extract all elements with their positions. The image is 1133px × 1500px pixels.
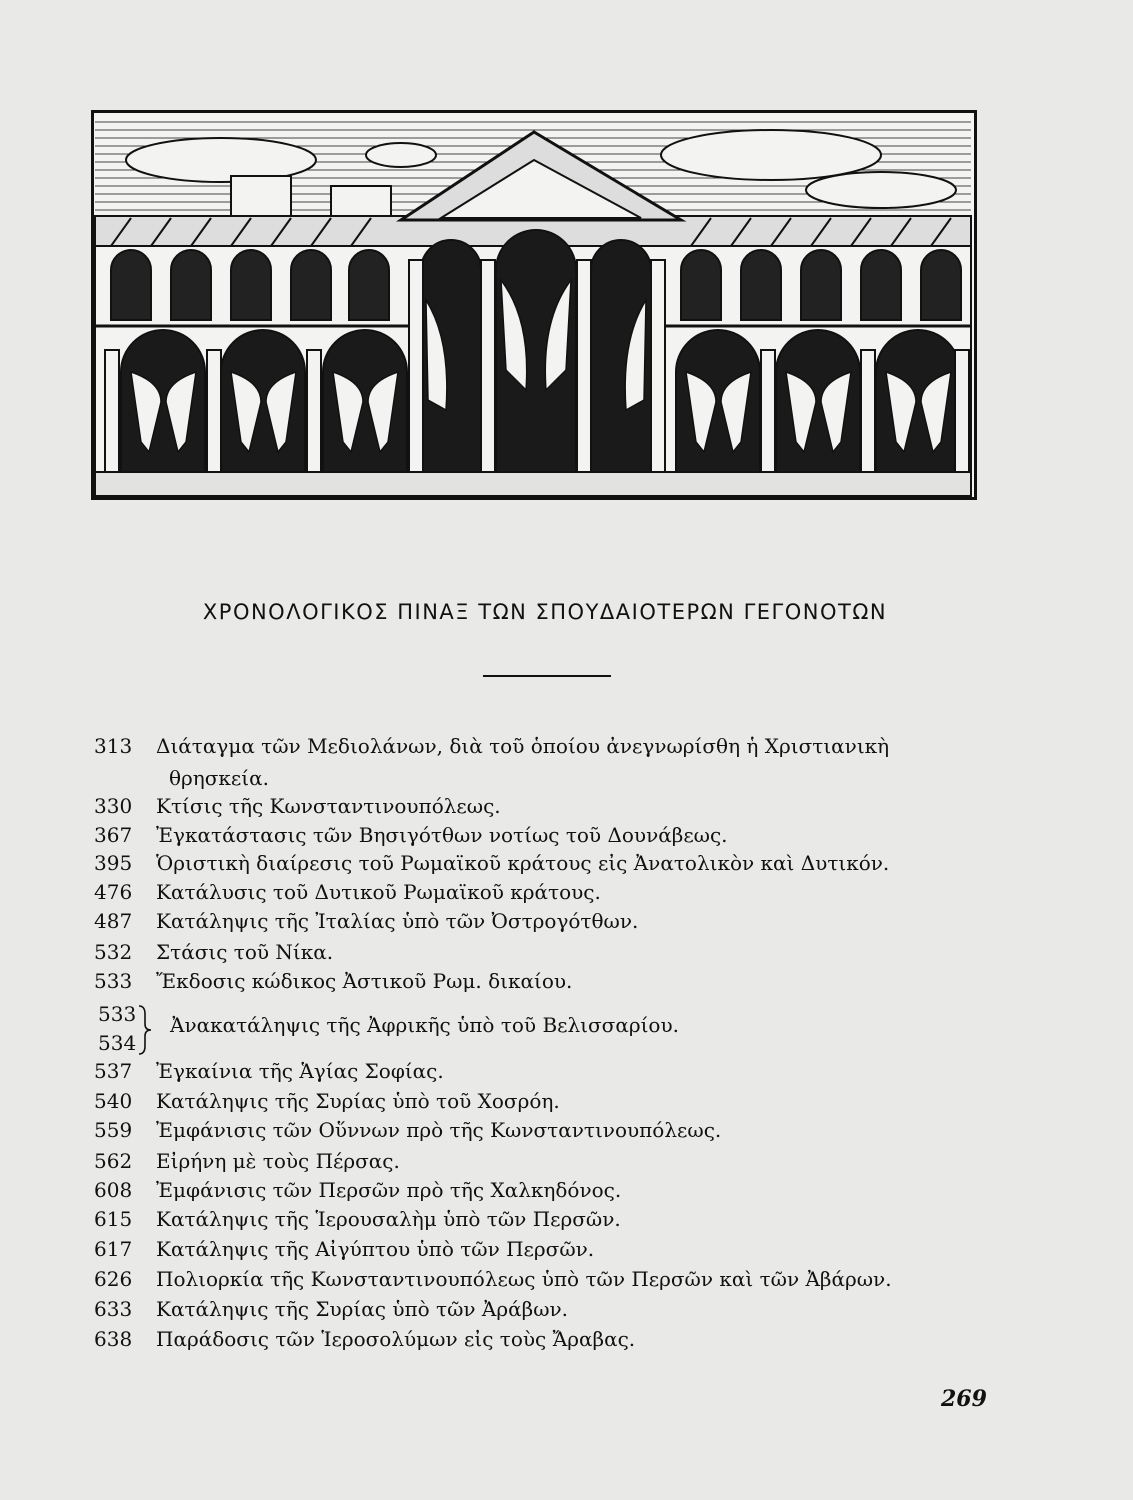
list-item (94, 1327, 635, 1351)
title-divider (483, 675, 611, 677)
entry-text: Κατάληψις τῆς Ἱερουσαλὴμ ὑπὸ τῶν Περσῶν. (156, 1207, 621, 1231)
entry-text: Ἐγκαίνια τῆς Ἁγίας Σοφίας. (156, 1059, 444, 1083)
entry-text: Παράδοσις τῶν Ἱεροσολύμων εἰς τοὺς Ἄραβας. (156, 1327, 636, 1351)
list-item (94, 794, 501, 818)
entry-text: Πολιορκία τῆς Κωνσταντινουπόλεως ὑπὸ τῶν Περσῶν καὶ τῶν Ἀβάρων. (156, 1267, 892, 1291)
list-item (94, 1237, 594, 1261)
list-item (94, 1207, 621, 1231)
entry-text: Κατάληψις τῆς Συρίας ὑπὸ τοῦ Χοσρόη. (156, 1089, 560, 1113)
list-item (94, 851, 889, 875)
bracketed-year-end: 534 (98, 1031, 137, 1055)
entry-year: 562 (94, 1149, 133, 1173)
entry-year: 537 (94, 1059, 133, 1083)
entry-text: Κατάληψις τῆς Συρίας ὑπὸ τῶν Ἀράβων. (156, 1297, 569, 1321)
entry-year: 367 (94, 823, 133, 847)
entry-text: Ὁριστικὴ διαίρεσις τοῦ Ρωμαϊκοῦ κράτους εἰς Ἀνατολικὸν καὶ Δυτικόν. (156, 851, 890, 875)
entry-text: Ἐγκατάστασις τῶν Βησιγότθων νοτίως τοῦ Δουνάβεως. (156, 823, 728, 847)
list-item (94, 1267, 892, 1291)
entry-text: Ἔκδοσις κώδικος Ἀστικοῦ Ρωμ. δικαίου. (156, 969, 573, 993)
entry-text: Στάσις τοῦ Νίκα. (156, 940, 334, 964)
list-item (94, 734, 889, 758)
entry-year: 330 (94, 794, 133, 818)
list-item (94, 1178, 621, 1202)
entry-text: Εἰρήνη μὲ τοὺς Πέρσας. (156, 1149, 400, 1173)
list-item (94, 940, 333, 964)
list-item (94, 880, 601, 904)
entry-year: 615 (94, 1207, 133, 1231)
entry-year: 532 (94, 940, 133, 964)
entry-year: 559 (94, 1118, 133, 1142)
list-item (94, 1118, 721, 1142)
bracketed-entry-text: Ἀνακατάληψις τῆς Ἀφρικῆς ὑπὸ τοῦ Βελισσαρίου. (170, 1013, 679, 1037)
list-item (94, 1149, 400, 1173)
entry-year: 633 (94, 1297, 133, 1321)
entry-text: Κατάλυσις τοῦ Δυτικοῦ Ρωμαϊκοῦ κράτους. (156, 880, 601, 904)
entry-year: 487 (94, 909, 133, 933)
list-item (94, 969, 572, 993)
entry-year: 395 (94, 851, 133, 875)
list-item (94, 1059, 444, 1083)
list-item (94, 909, 638, 933)
building-illustration (91, 110, 977, 500)
entry-year: 540 (94, 1089, 133, 1113)
entry-text: Κτίσις τῆς Κωνσταντινουπόλεως. (156, 794, 501, 818)
entry-year: 626 (94, 1267, 133, 1291)
page-title: ΧΡΟΝΟΛΟΓΙΚΟΣ ΠΙΝΑΞ ΤΩΝ ΣΠΟΥΔΑΙΟΤΕΡΩΝ ΓΕΓΟΝΟΤΩΝ (202, 600, 888, 624)
entry-text: Ἐμφάνισις τῶν Περσῶν πρὸ τῆς Χαλκηδόνος. (156, 1178, 622, 1202)
entry-year: 638 (94, 1327, 133, 1351)
entry-year: 313 (94, 734, 133, 758)
entry-year: 608 (94, 1178, 133, 1202)
entry-year: 533 (94, 969, 133, 993)
entry-year: 617 (94, 1237, 133, 1261)
entry-text: Κατάληψις τῆς Αἰγύπτου ὑπὸ τῶν Περσῶν. (156, 1237, 595, 1261)
entry-year: 476 (94, 880, 133, 904)
bracketed-years (98, 1000, 136, 1058)
bracketed-year-start: 533 (98, 1002, 137, 1026)
entry-text: Κατάληψις τῆς Ἰταλίας ὑπὸ τῶν Ὀστρογότθων. (156, 909, 639, 933)
list-item (94, 1297, 568, 1321)
entry-text: Διάταγμα τῶν Μεδιολάνων, διὰ τοῦ ὁποίου ἀνεγνωρίσθη ἡ Χριστιανικὴ (156, 734, 890, 758)
list-item (94, 823, 728, 847)
brace-icon (137, 1004, 153, 1056)
list-item (94, 1089, 560, 1113)
entry-text: Ἐμφάνισις τῶν Οὕννων πρὸ τῆς Κωνσταντινουπόλεως. (156, 1118, 722, 1142)
entry-continuation: θρησκεία. (169, 766, 269, 790)
page-number: 269 (941, 1386, 987, 1412)
